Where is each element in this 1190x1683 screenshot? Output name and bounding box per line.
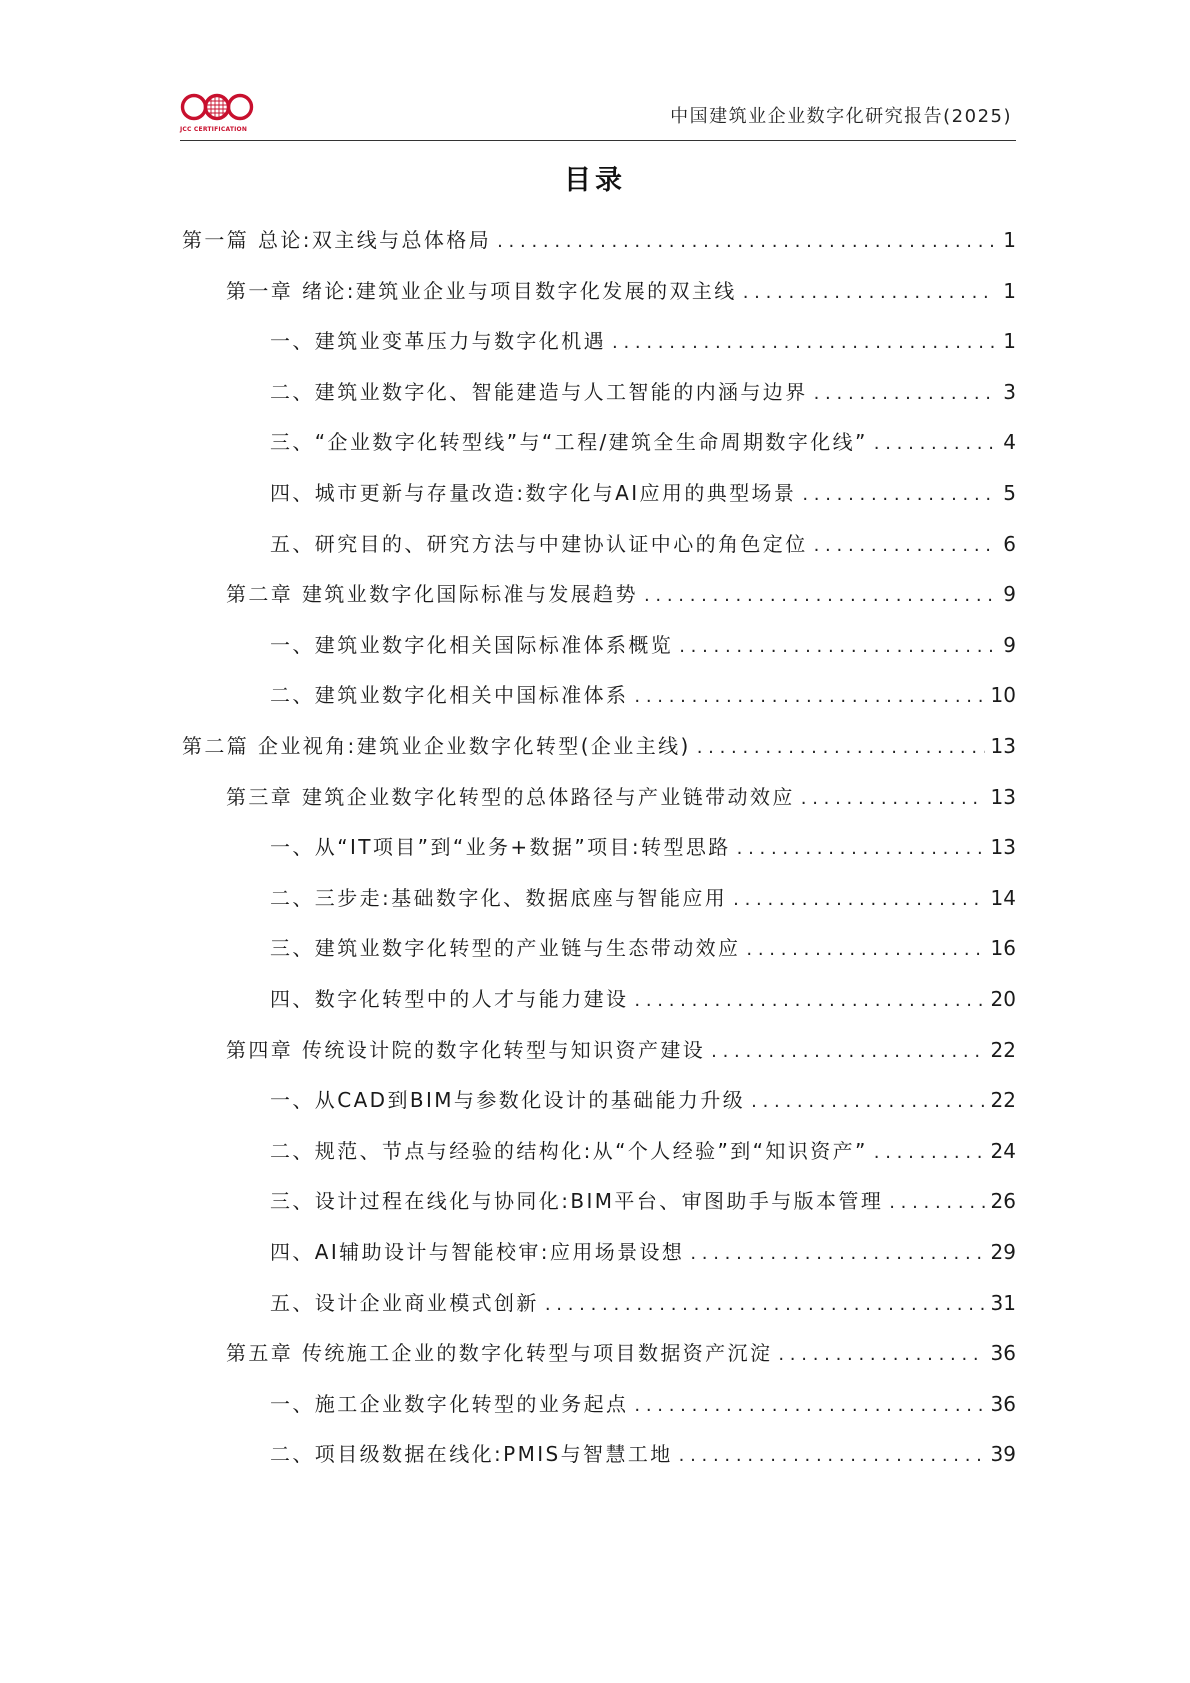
- header-divider: [180, 140, 1016, 141]
- toc-chapter-entry[interactable]: [226, 1337, 1016, 1367]
- toc-leader-dots: [737, 838, 985, 859]
- toc-section-entry[interactable]: [270, 1287, 1016, 1317]
- toc-leader-dots: [711, 1041, 984, 1062]
- toc-page-number: 22: [990, 1088, 1016, 1113]
- toc-leader-dots: [801, 788, 985, 809]
- toc-leader-dots: [679, 1445, 985, 1466]
- toc-leader-dots: [814, 535, 996, 556]
- toc-section-entry[interactable]: [270, 1185, 1016, 1215]
- toc-leader-dots: [697, 737, 985, 758]
- toc-leader-dots: [644, 585, 996, 606]
- toc-page-number: 24: [990, 1138, 1016, 1163]
- toc-part-entry[interactable]: [182, 224, 1016, 254]
- jcc-rings-icon: [180, 92, 254, 126]
- toc-leader-dots: [634, 1395, 984, 1416]
- toc-entry-title: 一、施工企业数字化转型的业务起点: [270, 1391, 629, 1416]
- toc-entry-title: 四、AI辅助设计与智能校审:应用场景设想: [270, 1240, 685, 1264]
- toc-section-entry[interactable]: [270, 1388, 1016, 1418]
- toc-section-entry[interactable]: [270, 528, 1016, 558]
- toc-leader-dots: [497, 231, 996, 252]
- toc-entry-title: 一、建筑业数字化相关国际标准体系概览: [270, 632, 674, 657]
- toc-entry-title: 四、数字化转型中的人才与能力建设: [270, 987, 629, 1011]
- toc-entry-title: 第二章 建筑业数字化国际标准与发展趋势: [226, 582, 638, 607]
- toc-page-number: 16: [990, 936, 1016, 961]
- toc-chapter-entry[interactable]: [226, 781, 1016, 811]
- toc-entry-title: 第五章 传统施工企业的数字化转型与项目数据资产沉淀: [226, 1341, 773, 1366]
- toc-section-entry[interactable]: [270, 629, 1016, 659]
- page-header: [180, 92, 1016, 142]
- toc-section-entry[interactable]: [270, 831, 1016, 861]
- toc-leader-dots: [889, 1192, 984, 1213]
- toc-leader-dots: [874, 433, 996, 454]
- toc-section-entry[interactable]: [270, 325, 1016, 355]
- toc-entry-title: 第二篇 企业视角:建筑业企业数字化转型(企业主线): [182, 734, 691, 758]
- toc-page-number: 13: [990, 835, 1016, 860]
- toc-entry-title: 五、研究目的、研究方法与中建协认证中心的角色定位: [270, 531, 808, 556]
- toc-page-number: 10: [990, 683, 1016, 708]
- toc-leader-dots: [634, 990, 984, 1011]
- toc-leader-dots: [874, 1142, 985, 1163]
- toc-page-number: 26: [990, 1189, 1016, 1214]
- toc-entry-title: 一、从CAD到BIM与参数化设计的基础能力升级: [270, 1088, 746, 1113]
- toc-entry-title: 三、“企业数字化转型线”与“工程/建筑全生命周期数字化线”: [270, 430, 868, 455]
- toc-entry-title: 二、建筑业数字化、智能建造与人工智能的内涵与边界: [270, 379, 808, 404]
- toc-entry-title: 三、设计过程在线化与协同化:BIM平台、审图助手与版本管理: [270, 1189, 884, 1214]
- toc-page-number: 9: [1003, 582, 1016, 607]
- toc-page-number: 9: [1003, 632, 1016, 657]
- toc-section-entry[interactable]: [270, 1135, 1016, 1165]
- toc-entry-title: 五、设计企业商业模式创新: [270, 1290, 539, 1315]
- toc-leader-dots: [751, 1091, 984, 1112]
- toc-leader-dots: [733, 889, 984, 910]
- report-title: 中国建筑业企业数字化研究报告(2025): [670, 106, 1012, 127]
- toc-leader-dots: [634, 686, 984, 707]
- toc-entry-title: 二、三步走:基础数字化、数据底座与智能应用: [270, 885, 728, 910]
- logo-caption: JCC CERTIFICATION: [180, 126, 248, 133]
- toc-entry-title: 二、规范、节点与经验的结构化:从“个人经验”到“知识资产”: [270, 1138, 868, 1163]
- toc-entry-title: 一、从“IT项目”到“业务+数据”项目:转型思路: [270, 835, 731, 860]
- toc-page-number: 14: [990, 885, 1016, 910]
- toc-section-entry[interactable]: [270, 932, 1016, 962]
- toc-section-entry[interactable]: [270, 1236, 1016, 1266]
- toc-leader-dots: [743, 282, 996, 303]
- toc-entry-title: 第三章 建筑企业数字化转型的总体路径与产业链带动效应: [226, 784, 795, 809]
- toc-page-number: 4: [1003, 430, 1016, 455]
- toc-page-number: 1: [1003, 228, 1016, 252]
- toc-section-entry[interactable]: [270, 1084, 1016, 1114]
- toc-page-number: 13: [990, 784, 1016, 809]
- toc-leader-dots: [612, 332, 996, 353]
- toc-leader-dots: [814, 383, 996, 404]
- toc-page-number: 39: [990, 1442, 1016, 1467]
- toc-entry-title: 一、建筑业变革压力与数字化机遇: [270, 329, 606, 354]
- toc-page-number: 1: [1003, 329, 1016, 354]
- toc-leader-dots: [690, 1243, 984, 1264]
- toc-page-number: 3: [1003, 379, 1016, 404]
- toc-section-entry[interactable]: [270, 426, 1016, 456]
- toc-entry-title: 三、建筑业数字化转型的产业链与生态带动效应: [270, 936, 741, 961]
- toc-heading: 目录: [564, 165, 626, 196]
- toc-page-number: 1: [1003, 278, 1016, 303]
- toc-entry-title: 四、城市更新与存量改造:数字化与AI应用的典型场景: [270, 481, 797, 505]
- toc-page-number: 20: [990, 987, 1016, 1011]
- toc-leader-dots: [679, 636, 996, 657]
- toc-chapter-entry[interactable]: [226, 1034, 1016, 1064]
- toc-page-number: 13: [990, 734, 1016, 758]
- toc-page-number: 6: [1003, 531, 1016, 556]
- toc-page-number: 5: [1003, 481, 1016, 505]
- toc-entry-title: 二、项目级数据在线化:PMIS与智慧工地: [270, 1442, 673, 1467]
- toc-section-entry[interactable]: [270, 477, 1016, 507]
- toc-chapter-entry[interactable]: [226, 578, 1016, 608]
- toc-entry-title: 二、建筑业数字化相关中国标准体系: [270, 683, 629, 708]
- toc-section-entry[interactable]: [270, 882, 1016, 912]
- jcc-logo: [180, 92, 254, 136]
- toc-part-entry[interactable]: [182, 730, 1016, 760]
- toc-page-number: 36: [990, 1341, 1016, 1366]
- toc-section-entry[interactable]: [270, 1438, 1016, 1468]
- toc-entry-title: 第一篇 总论:双主线与总体格局: [182, 228, 492, 252]
- toc-page-number: 22: [990, 1037, 1016, 1062]
- toc-entry-title: 第四章 传统设计院的数字化转型与知识资产建设: [226, 1037, 706, 1062]
- toc-leader-dots: [802, 484, 996, 505]
- toc-page-number: 36: [990, 1391, 1016, 1416]
- toc-section-entry[interactable]: [270, 376, 1016, 406]
- toc-page-number: 29: [990, 1240, 1016, 1264]
- toc-page-number: 31: [990, 1290, 1016, 1315]
- toc-chapter-entry[interactable]: [226, 275, 1016, 305]
- toc-leader-dots: [778, 1344, 984, 1365]
- toc-entry-title: 第一章 绪论:建筑业企业与项目数字化发展的双主线: [226, 278, 737, 303]
- toc-leader-dots: [746, 939, 984, 960]
- toc-section-entry[interactable]: [270, 983, 1016, 1013]
- toc-leader-dots: [545, 1294, 985, 1315]
- toc-section-entry[interactable]: [270, 679, 1016, 709]
